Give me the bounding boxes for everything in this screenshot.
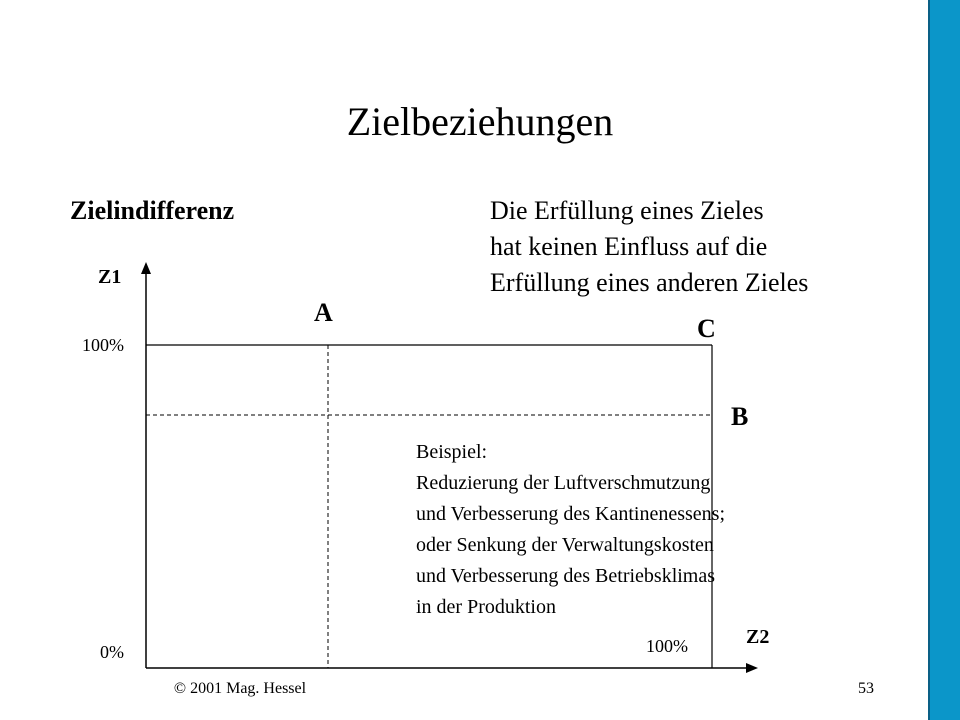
y-axis-arrowhead (141, 262, 151, 274)
footer-copyright: © 2001 Mag. Hessel (173, 680, 307, 697)
example-line: in der Produktion (416, 596, 556, 618)
x-tick-100: 100% (646, 636, 688, 656)
point-a-label: A (314, 298, 333, 327)
x-axis-label: Z2 (746, 626, 770, 648)
example-line: und Verbesserung des Betriebsklimas (416, 565, 716, 587)
footer-page-number: 53 (858, 680, 874, 697)
example-line: und Verbesserung des Kantinenessens; (416, 503, 726, 525)
example-line: oder Senkung der Verwaltungskosten (416, 534, 714, 556)
y-axis-label: Z1 (98, 266, 122, 288)
example-line: Reduzierung der Luftverschmutzung (416, 472, 711, 494)
y-tick-100: 100% (82, 335, 124, 355)
x-axis-arrowhead (746, 663, 758, 673)
description-line: Die Erfüllung eines Zieles (490, 196, 764, 225)
origin-tick: 0% (100, 642, 124, 662)
slide-title: Zielbeziehungen (346, 99, 614, 144)
example-line: Beispiel: (416, 441, 488, 463)
slide-subtitle: Zielindifferenz (70, 196, 235, 225)
description-line: Erfüllung eines anderen Zieles (490, 268, 809, 297)
point-c-label: C (697, 314, 716, 343)
description-line: hat keinen Einfluss auf die (490, 232, 768, 261)
point-b-label: B (731, 402, 749, 431)
